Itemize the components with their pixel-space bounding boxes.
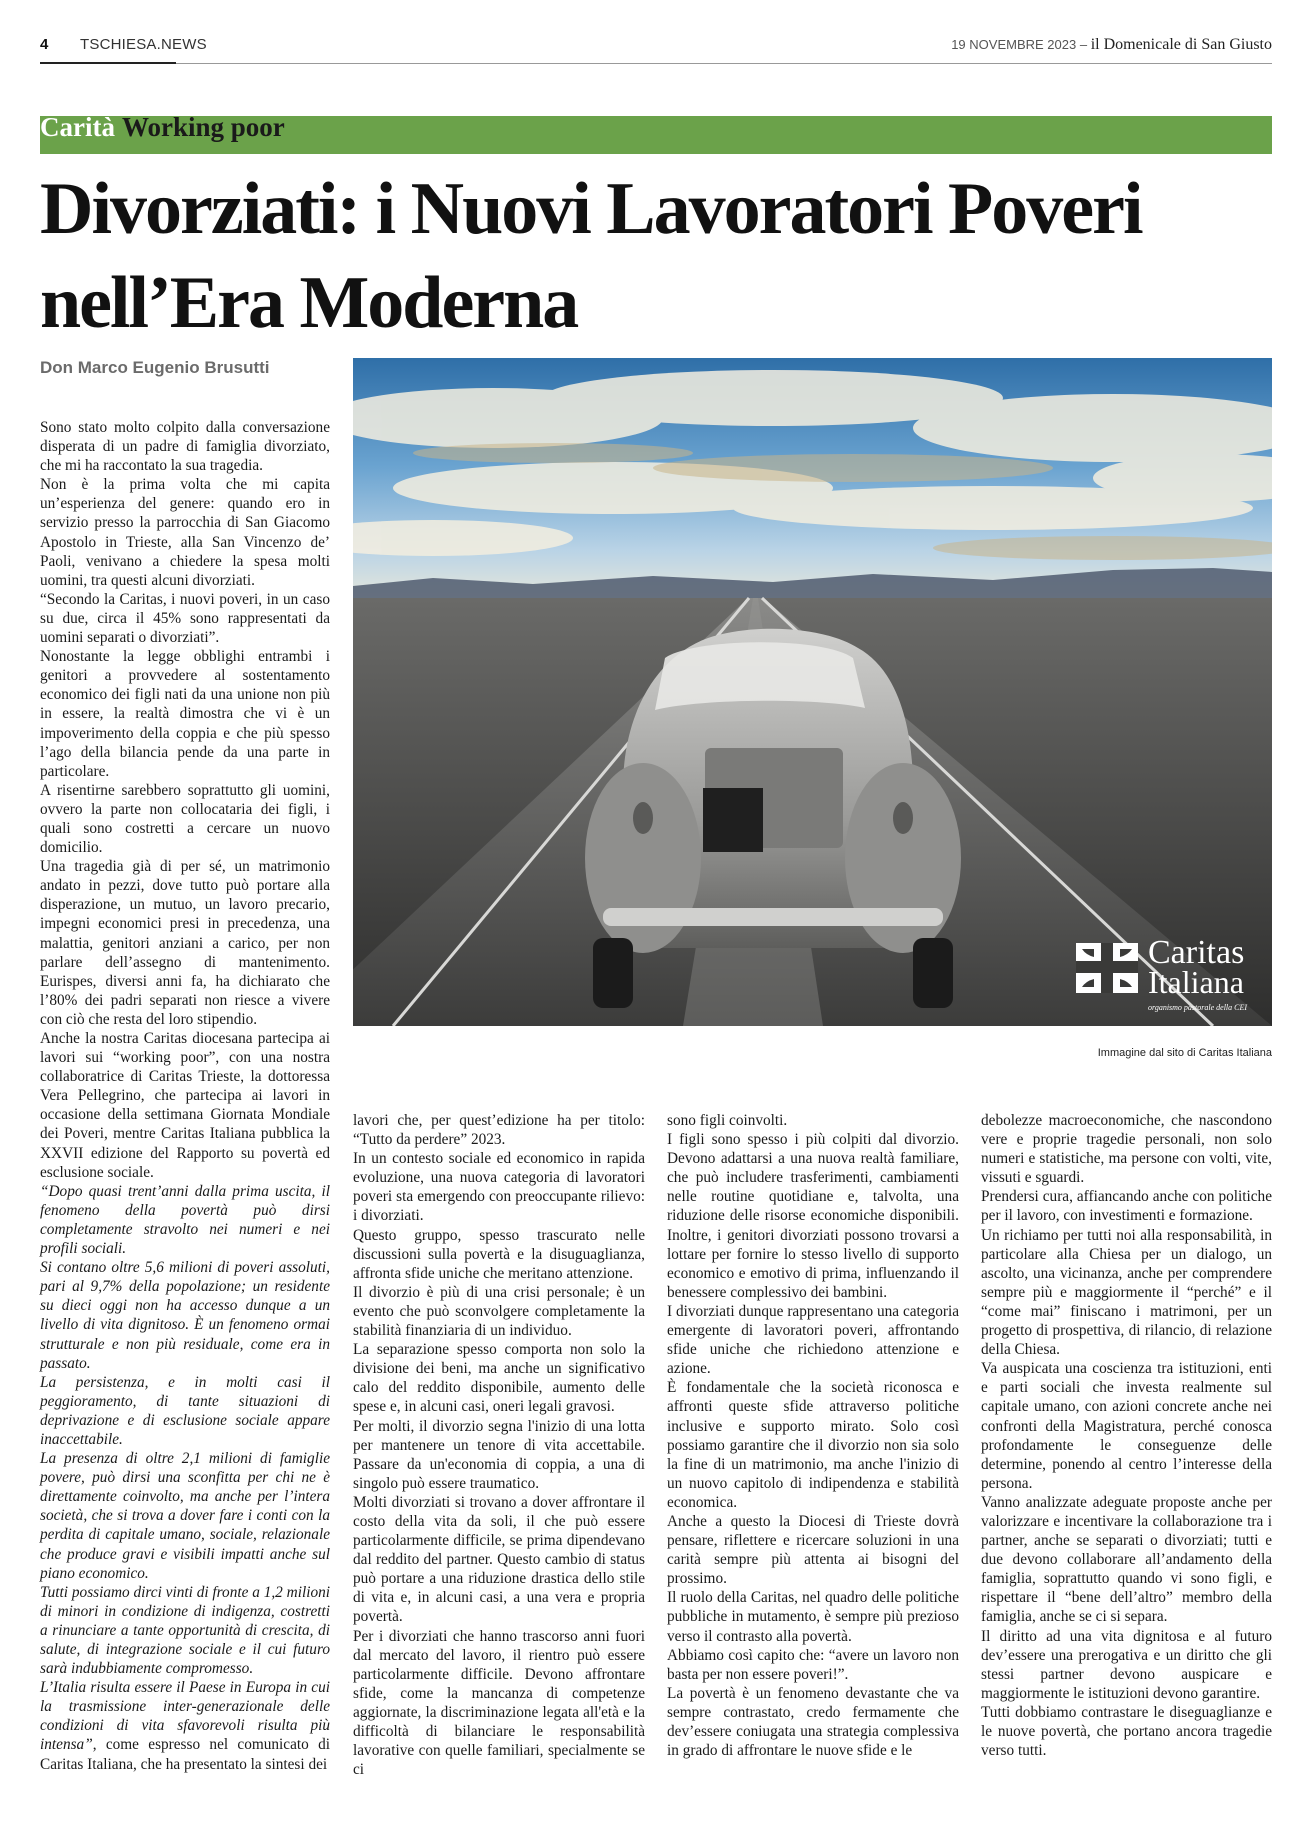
quote-attribution: , come espresso nel comunicato di Caritas Italiana, che ha presentato la sintesi dei [40, 1736, 330, 1773]
article-photo [353, 358, 1272, 1026]
article-headline [40, 162, 1280, 350]
section-topic: Working poor [122, 112, 285, 142]
photo-caption: Immagine dal sito di Caritas Italiana [1097, 1047, 1272, 1059]
paragraph: Per molti, il divorzio segna l'inizio di una lotta per mantenere un tenore di vita accettabile. Passare da un'economia di coppia, a una di singolo può essere traumatico. [353, 1417, 645, 1492]
paragraph: A risentirne sarebbero soprattutto gli uomini, ovvero la parte non collocataria dei figli, i quali sono costretti a cercare un nuovo domicilio. [40, 781, 330, 857]
paragraph: Tutti dobbiamo contrastare le diseguaglianze e le nuove povertà, che portano ancora tragedie verso tutti. [981, 1703, 1272, 1760]
section-category: Carità [40, 112, 115, 142]
header-separator: – [1076, 37, 1091, 52]
paragraph: debolezze macroeconomiche, che nascondono vere e proprie tragedie personali, non solo numeri e statistiche, ma persone con volti, vite, vissuti e sguardi. [981, 1112, 1272, 1187]
site-name[interactable]: TSCHIESA.NEWS [80, 36, 207, 53]
paragraph: È fondamentale che la società riconosca e affronti queste sfide attraverso politiche inclusive e supporto mirato. Solo così possiamo garantire che il divorzio non sia solo la fine di un matrimonio, ma anche l'inizio di un nuovo capitolo di indipendenza e stabilità economica. [667, 1379, 959, 1511]
paragraph: Abbiamo così capito che: “avere un lavoro non basta per non essere poveri!”. [667, 1646, 959, 1683]
paragraph [40, 1678, 330, 1773]
paragraph: Un richiamo per tutti noi alla responsabilità, in particolare alla Chiesa per un dialogo, un ascolto, una vicinanza, anche per comprendere sempre più e maggiormente il “perché” e il “come mai” finiscano i matrimoni, per un progetto di prospettiva, di rilancio, di relazione della Chiesa. [981, 1226, 1272, 1359]
paragraph: Anche a questo la Diocesi di Trieste dovrà pensare, riflettere e ricercare soluzioni in una carità sempre più attenta ai bisogni del prossimo. [667, 1512, 959, 1588]
quote-paragraph: Tutti possiamo dirci vinti di fronte a 1,2 milioni di minori in condizione di indigenza, costretti a rinunciare a tante opportunità di crescita, di salute, di integrazione sociale e il cui futuro sarà indubbiamente compromesso. [40, 1583, 330, 1678]
paragraph: “Secondo la Caritas, i nuovi poveri, in un caso su due, circa il 45% sono rappresentati da uomini separati o divorziati”. [40, 590, 330, 647]
paragraph: sono figli coinvolti. [667, 1112, 788, 1129]
header-rule [40, 63, 1272, 64]
headline-line-2: nell’Era Moderna [40, 262, 578, 344]
paragraph: Una tragedia già di per sé, un matrimonio andato in pezzi, dove tutto può portare alla disperazione, un mutuo, un lavoro precario, impegni economici presi in precedenza, una malattia, genitori anziani a carico, per non parlare dell’assegno di mantenimento. Eurispes, diversi anni fa, ha dichiarato che l’80% dei padri separati non riesce a vivere con ciò che resta del loro stipendio. [40, 858, 330, 1028]
logo-tagline: organismo pastorale della CEI [1148, 1003, 1248, 1012]
quote-paragraph: La presenza di oltre 2,1 milioni di famiglie povere, può dirsi una sconfitta per chi ne è direttamente coinvolto, ma anche per l’intera società, che si trova a dover fare i conti con la perdita di capitale umano, sociale, relazionale che produce gravi e visibili impatti anche sul piano economico. [40, 1450, 330, 1582]
paragraph: Nonostante la legge obblighi entrambi i genitori a provvedere al sostentamento economico dei figli nati da una unione non più in essere, la realtà dimostra che vi è un impoverimento della coppia e che più spesso l’ago della bilancia pende da una parte in particolare. [40, 648, 330, 780]
quote-paragraph: La persistenza, e in molti casi il peggioramento, di tante situazioni di deprivazione e di esclusione sociale appare inaccettabile. [40, 1373, 330, 1448]
article-column-3 [667, 1111, 959, 1760]
article-author: Don Marco Eugenio Brusutti [40, 358, 270, 377]
paragraph: I figli sono spesso i più colpiti dal divorzio. Devono adattarsi a una nuova realtà familiare, che può includere trasferimenti, cambiamenti nelle routine quotidiane e, talvolta, una riduzione delle risorse economiche disponibili. Inoltre, i genitori divorziati possono trovarsi a lottare per fornire lo stesso livello di supporto economico e emotivo di prima, influenzando il benessere complessivo dei bambini. [667, 1131, 959, 1301]
publication-name: il Domenicale di San Giusto [1090, 36, 1272, 53]
header-right [951, 36, 1272, 54]
paragraph: Sono stato molto colpito dalla conversazione disperata di un padre di famiglia divorziato, che mi ha raccontato la sua tragedia. [40, 419, 330, 475]
paragraph: Per i divorziati che hanno trascorso anni fuori dal mercato del lavoro, il rientro può essere particolarmente difficile. Devono affrontare sfide, come la mancanza di competenze aggiornate, la discriminazione legata all'età e la difficoltà di bilanciare le responsabilità lavorative con quelle familiari, specialmente se ci [353, 1627, 645, 1779]
cross-icon [1072, 941, 1142, 995]
section-bar [40, 112, 1272, 154]
paragraph: Va auspicata una coscienza tra istituzioni, enti e parti sociali che investa realmente sul capitale umano, con azioni concrete anche nei confronti della Magistratura, perché conosca profondamente le conseguenze delle determine, ponendo al centro l’interesse della persona. [981, 1360, 1272, 1492]
header-rule-accent [40, 62, 176, 64]
page-number: 4 [40, 36, 49, 53]
article-column-2 [353, 1111, 645, 1779]
paragraph: Non è la prima volta che mi capita un’esperienza del genere: quando ero in servizio presso la parrocchia di San Giacomo Apostolo in Trieste, alla San Vincenzo de’ Paoli, venivano a chiedere la spesa molti uomini, tra questi alcuni divorziati. [40, 476, 330, 589]
paragraph: Questo gruppo, spesso trascurato nelle discussioni sulla povertà e la disuguaglianza, affronta sfide uniche che meritano attenzione. [353, 1226, 645, 1282]
headline-line-1: Divorziati: i Nuovi Lavoratori Poveri [40, 168, 1142, 250]
quote-end: L’Italia risulta essere il Paese in Europa in cui la trasmissione inter-generazionale delle condizioni di vita sfavorevoli risulta più intensa” [40, 1679, 330, 1754]
paragraph: Il divorzio è più di una crisi personale; è un evento che può sconvolgere completamente la stabilità finanziaria di un individuo. [353, 1283, 645, 1340]
paragraph: Vanno analizzate adeguate proposte anche per valorizzare e incentivare la collaborazione tra i partner, anche se separati o divorziati; tutti e due devono collaborare all’andamento della famiglia, soprattutto quando vi sono figli, e rispettare il “bene dell’altro” membro della famiglia, anche se ci si separa. [981, 1493, 1272, 1626]
paragraph: Molti divorziati si trovano a dover affrontare il costo della vita da soli, il che può essere particolarmente difficile, se prima dipendevano dal reddito del partner. Questo cambio di status può portare a una riduzione drastica dello stile di vita e, in alcuni casi, a una vera e propria povertà. [353, 1493, 645, 1626]
paragraph: Il ruolo della Caritas, nel quadro delle politiche pubbliche in mutamento, è sempre più prezioso verso il contrasto alla povertà. [667, 1589, 959, 1645]
article-column-4 [981, 1111, 1272, 1760]
paragraph: Anche la nostra Caritas diocesana partecipa ai lavori sui “working poor”, con una nostra collaboratrice di Caritas Trieste, la dottoressa Vera Pellegrino, che partecipa ai lavori in occasione della settimana Giornata Mondiale dei Poveri, mentre Caritas Italiana pubblica la XXVII edizione del Rapporto su povertà ed esclusione sociale. [40, 1030, 330, 1181]
issue-date: 19 NOVEMBRE 2023 [951, 37, 1077, 52]
paragraph: Prendersi cura, affiancando anche con politiche per il lavoro, con investimenti e formazione. [981, 1188, 1272, 1225]
paragraph: Il diritto ad una vita dignitosa e al futuro dev’essere una prerogativa e un diritto che gli stessi partner devono auspicare e maggiormente le istituzioni devono garantire. [981, 1627, 1272, 1702]
logo-line-1: Caritas [1148, 934, 1245, 971]
caritas-logo [1072, 935, 1272, 1015]
paragraph: I divorziati dunque rappresentano una categoria emergente di lavoratori poveri, affrontando sfide uniche che richiedono attenzione e azione. [667, 1302, 959, 1378]
paragraph: La separazione spesso comporta non solo la divisione dei beni, ma anche un significativo calo del reddito disponibile, aumento delle spese e, in alcuni casi, oneri legali gravosi. [353, 1341, 645, 1416]
paragraph: La povertà è un fenomeno devastante che va sempre contrastato, credo fermamente che dev’essere coniugata una strategia complessiva in grado di affrontare le nuove sfide e le [667, 1684, 959, 1760]
page-header [40, 36, 1272, 58]
article-column-1 [40, 418, 330, 1774]
paragraph: lavori che, per quest’edizione ha per titolo: “Tutto da perdere” 2023. [353, 1112, 645, 1149]
quote-paragraph: “Dopo quasi trent’anni dalla prima uscita, il fenomeno della povertà può dirsi completamente stravolto nei numeri e nei profili sociali. [40, 1182, 330, 1258]
logo-line-2: Italiana [1148, 964, 1244, 1000]
paragraph: In un contesto sociale ed economico in rapida evoluzione, una nuova categoria di lavoratori poveri sta emergendo con preoccupante rilievo: i divorziati. [353, 1150, 645, 1225]
quote-paragraph: Si contano oltre 5,6 milioni di poveri assoluti, pari al 9,7% della popolazione; un residente su dieci oggi non ha accesso dunque a un livello di vita dignitoso. È un fenomeno ormai strutturale e non più residuale, come era in passato. [40, 1259, 330, 1372]
